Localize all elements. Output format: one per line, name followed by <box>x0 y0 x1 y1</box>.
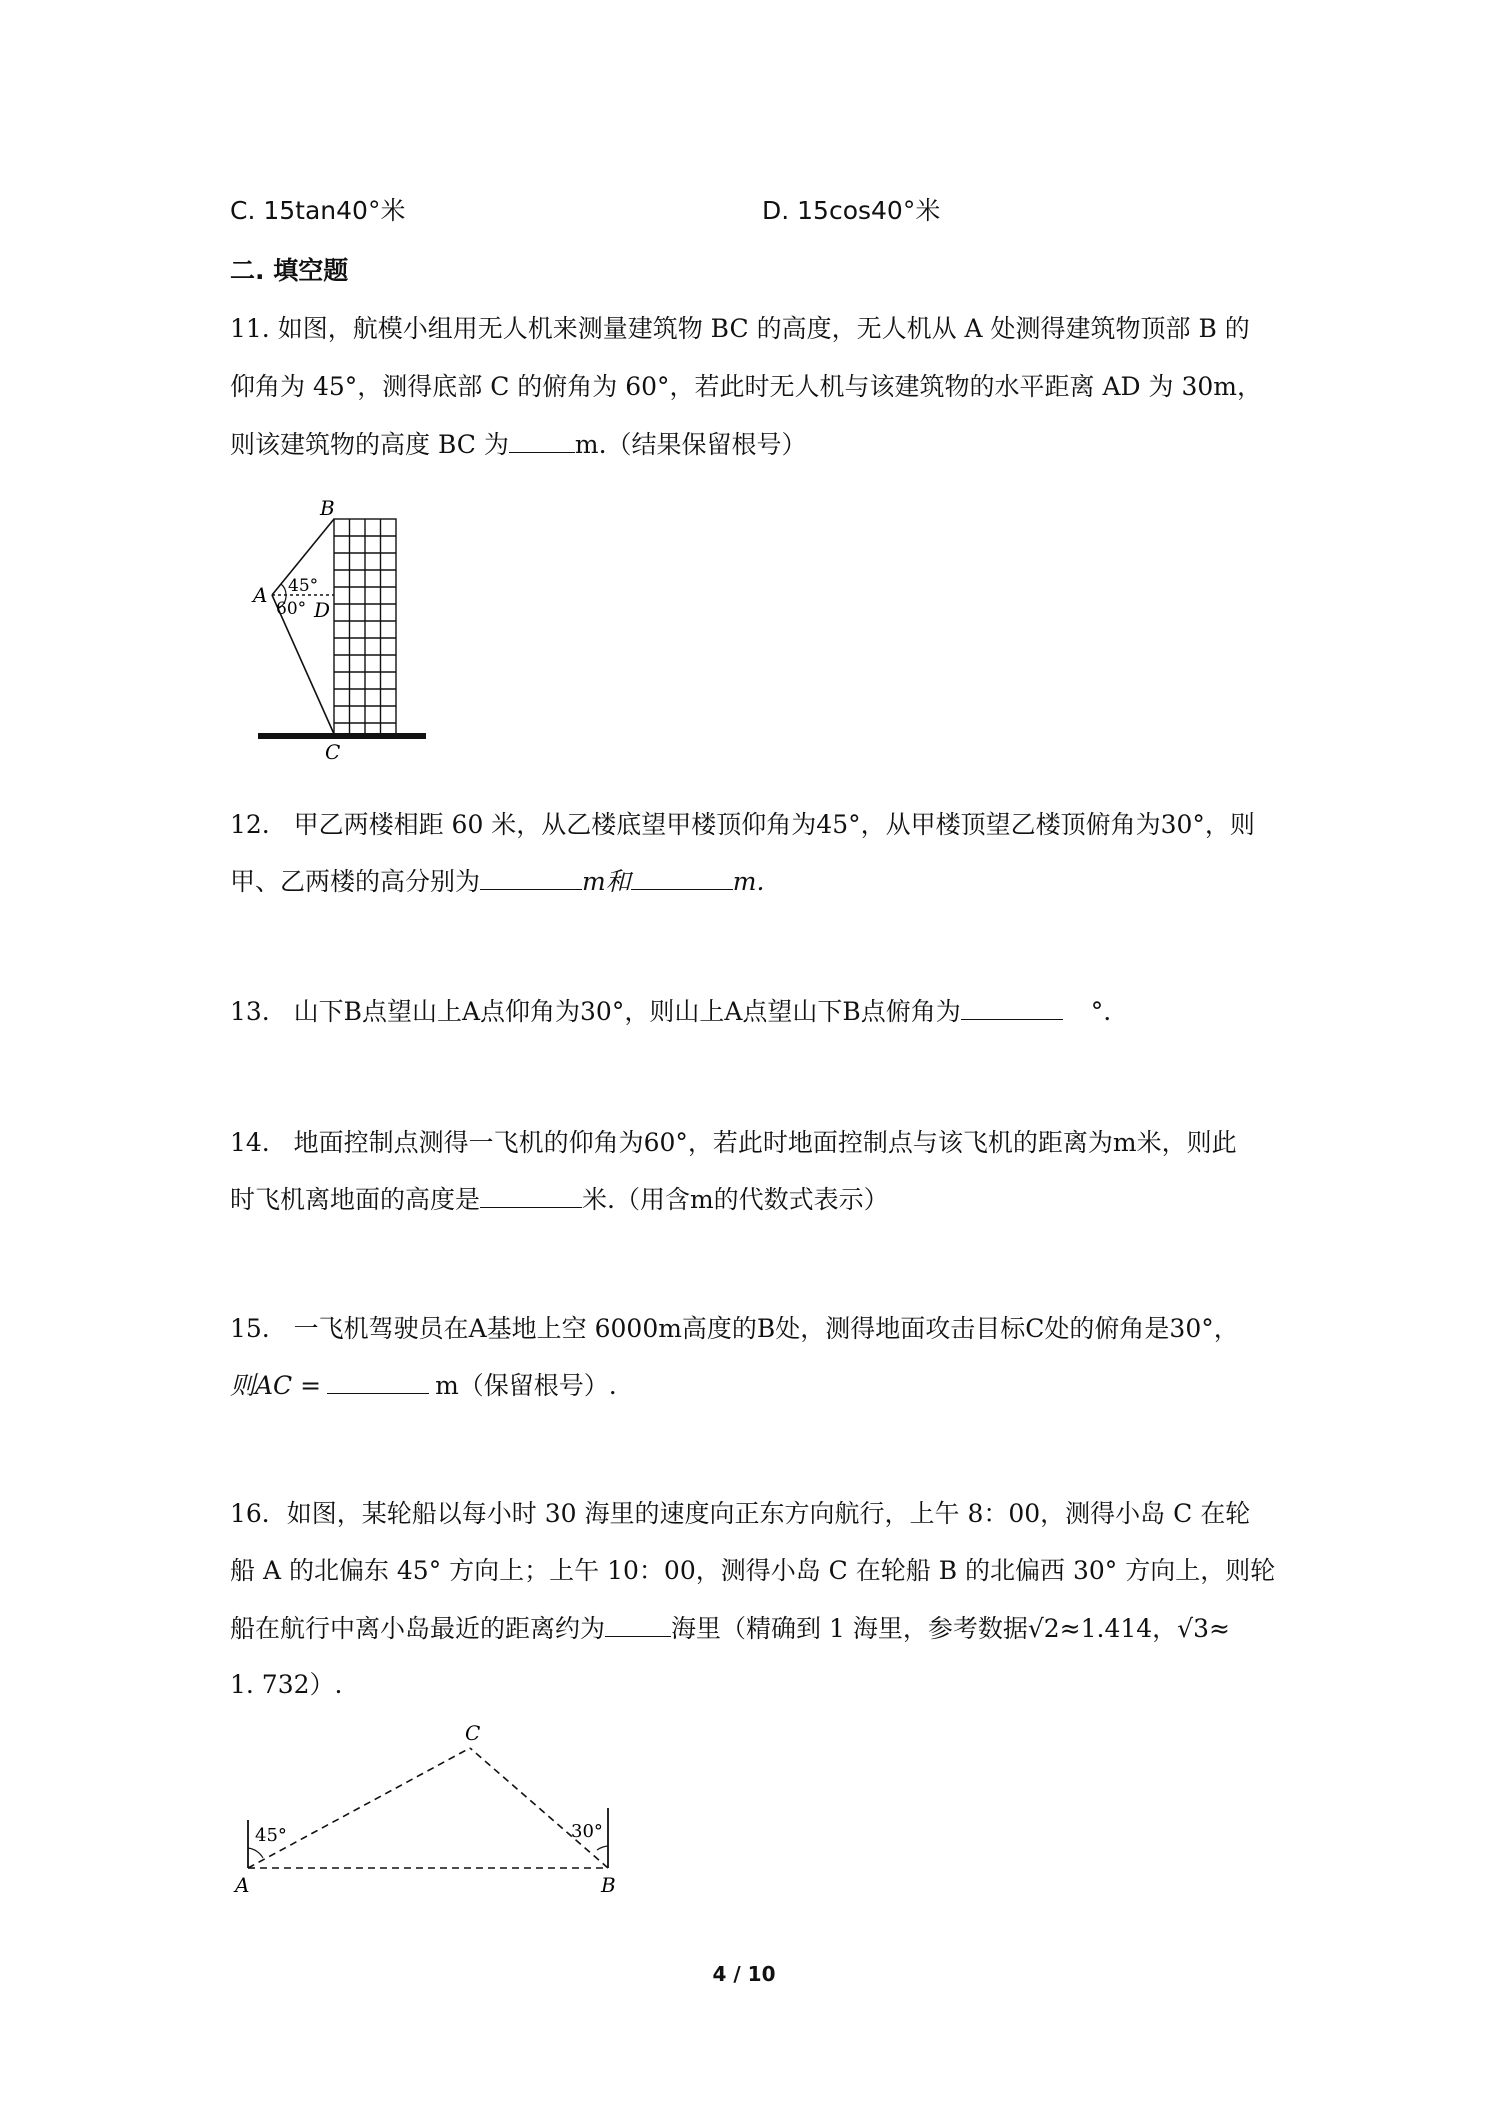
label-D: D <box>314 598 331 622</box>
label-C: C <box>465 1721 481 1745</box>
label-B: B <box>320 496 335 520</box>
q12-answer-blank-1[interactable] <box>480 867 582 890</box>
q11-line2: 仰角为 45°，测得底部 C 的俯角为 60°，若此时无人机与该建筑物的水平距离 AD 为 30m， <box>230 372 1262 401</box>
q12-line2 <box>230 865 764 899</box>
q11-line1: 11. 如图，航模小组用无人机来测量建筑物 BC 的高度，无人机从 A 处测得建筑物顶部 B 的 <box>230 314 1250 343</box>
q15-line2 <box>230 1369 617 1403</box>
label-angle-45: 45° <box>255 1825 287 1846</box>
q15-line2-text-b: m（保留根号）. <box>435 1371 617 1400</box>
label-A: A <box>235 1873 250 1897</box>
label-C: C <box>325 740 341 764</box>
q15-answer-blank[interactable] <box>327 1371 429 1394</box>
q11-figure <box>250 495 440 770</box>
q16-answer-blank[interactable] <box>605 1614 671 1637</box>
q14-answer-blank[interactable] <box>480 1185 582 1208</box>
angle-arc-30 <box>597 1846 608 1850</box>
line-AC <box>248 1748 470 1868</box>
label-angle-45: 45° <box>288 576 319 596</box>
q12-line2-text-b: m和 <box>582 867 631 896</box>
q14-line1: 14. 地面控制点测得一飞机的仰角为60°，若此时地面控制点与该飞机的距离为m米，则此 <box>230 1128 1237 1157</box>
q16-line3-text-b: 海里（精确到 1 海里，参考数据√2≈1.414，√3≈ <box>671 1614 1230 1643</box>
q11-line3-text-a: 则该建筑物的高度 BC 为 <box>230 430 509 459</box>
label-angle-60: 60° <box>276 599 307 619</box>
page-number: 4 / 10 <box>712 1962 776 1986</box>
q12-line2-text-c: m. <box>732 867 765 896</box>
q16-figure <box>225 1700 645 1900</box>
q13-answer-blank[interactable] <box>961 997 1063 1020</box>
q16-line3 <box>230 1612 1230 1646</box>
q11-line3 <box>230 428 807 462</box>
label-B: B <box>601 1873 616 1897</box>
q13-line1 <box>230 995 1111 1029</box>
q16-line4: 1. 732）. <box>230 1670 343 1699</box>
q15-line2-text-a: 则AC = <box>230 1371 322 1400</box>
label-angle-30: 30° <box>571 1821 603 1842</box>
q11-line3-text-b: m.（结果保留根号） <box>574 430 807 459</box>
q14-line2-text-a: 时飞机离地面的高度是 <box>230 1185 481 1214</box>
q12-answer-blank-2[interactable] <box>631 867 733 890</box>
option-d: D. 15cos40°米 <box>762 196 941 225</box>
building-grid <box>334 519 396 734</box>
q11-answer-blank[interactable] <box>509 430 575 453</box>
q16-line2: 船 A 的北偏东 45° 方向上；上午 10：00，测得小岛 C 在轮船 B 的北偏西 30° 方向上，则轮 <box>230 1556 1276 1585</box>
option-c: C. 15tan40°米 <box>230 196 406 225</box>
q14-line2 <box>230 1183 889 1217</box>
angle-arc-45 <box>248 1848 263 1858</box>
q14-line2-text-b: 米.（用含m的代数式表示） <box>582 1185 889 1214</box>
q15-line1: 15. 一飞机驾驶员在A基地上空 6000m高度的B处，测得地面攻击目标C处的俯角是30°， <box>230 1314 1239 1343</box>
line-BC <box>470 1748 608 1868</box>
q12-line2-text-a: 甲、乙两楼的高分别为 <box>230 867 481 896</box>
q13-line1-text-b: °. <box>1090 997 1112 1026</box>
angle-arc-45 <box>281 584 286 595</box>
q12-line1: 12. 甲乙两楼相距 60 米，从乙楼底望甲楼顶仰角为45°，从甲楼顶望乙楼顶俯角为30°，则 <box>230 810 1255 839</box>
q16-line3-text-a: 船在航行中离小岛最近的距离约为 <box>230 1614 606 1643</box>
q13-line1-text-a: 13. 山下B点望山上A点仰角为30°，则山上A点望山下B点俯角为 <box>230 997 961 1026</box>
q16-line1: 16．如图，某轮船以每小时 30 海里的速度向正东方向航行，上午 8：00，测得小岛 C 在轮 <box>230 1499 1251 1528</box>
section-title: 二. 填空题 <box>230 256 349 285</box>
label-A: A <box>253 583 268 607</box>
